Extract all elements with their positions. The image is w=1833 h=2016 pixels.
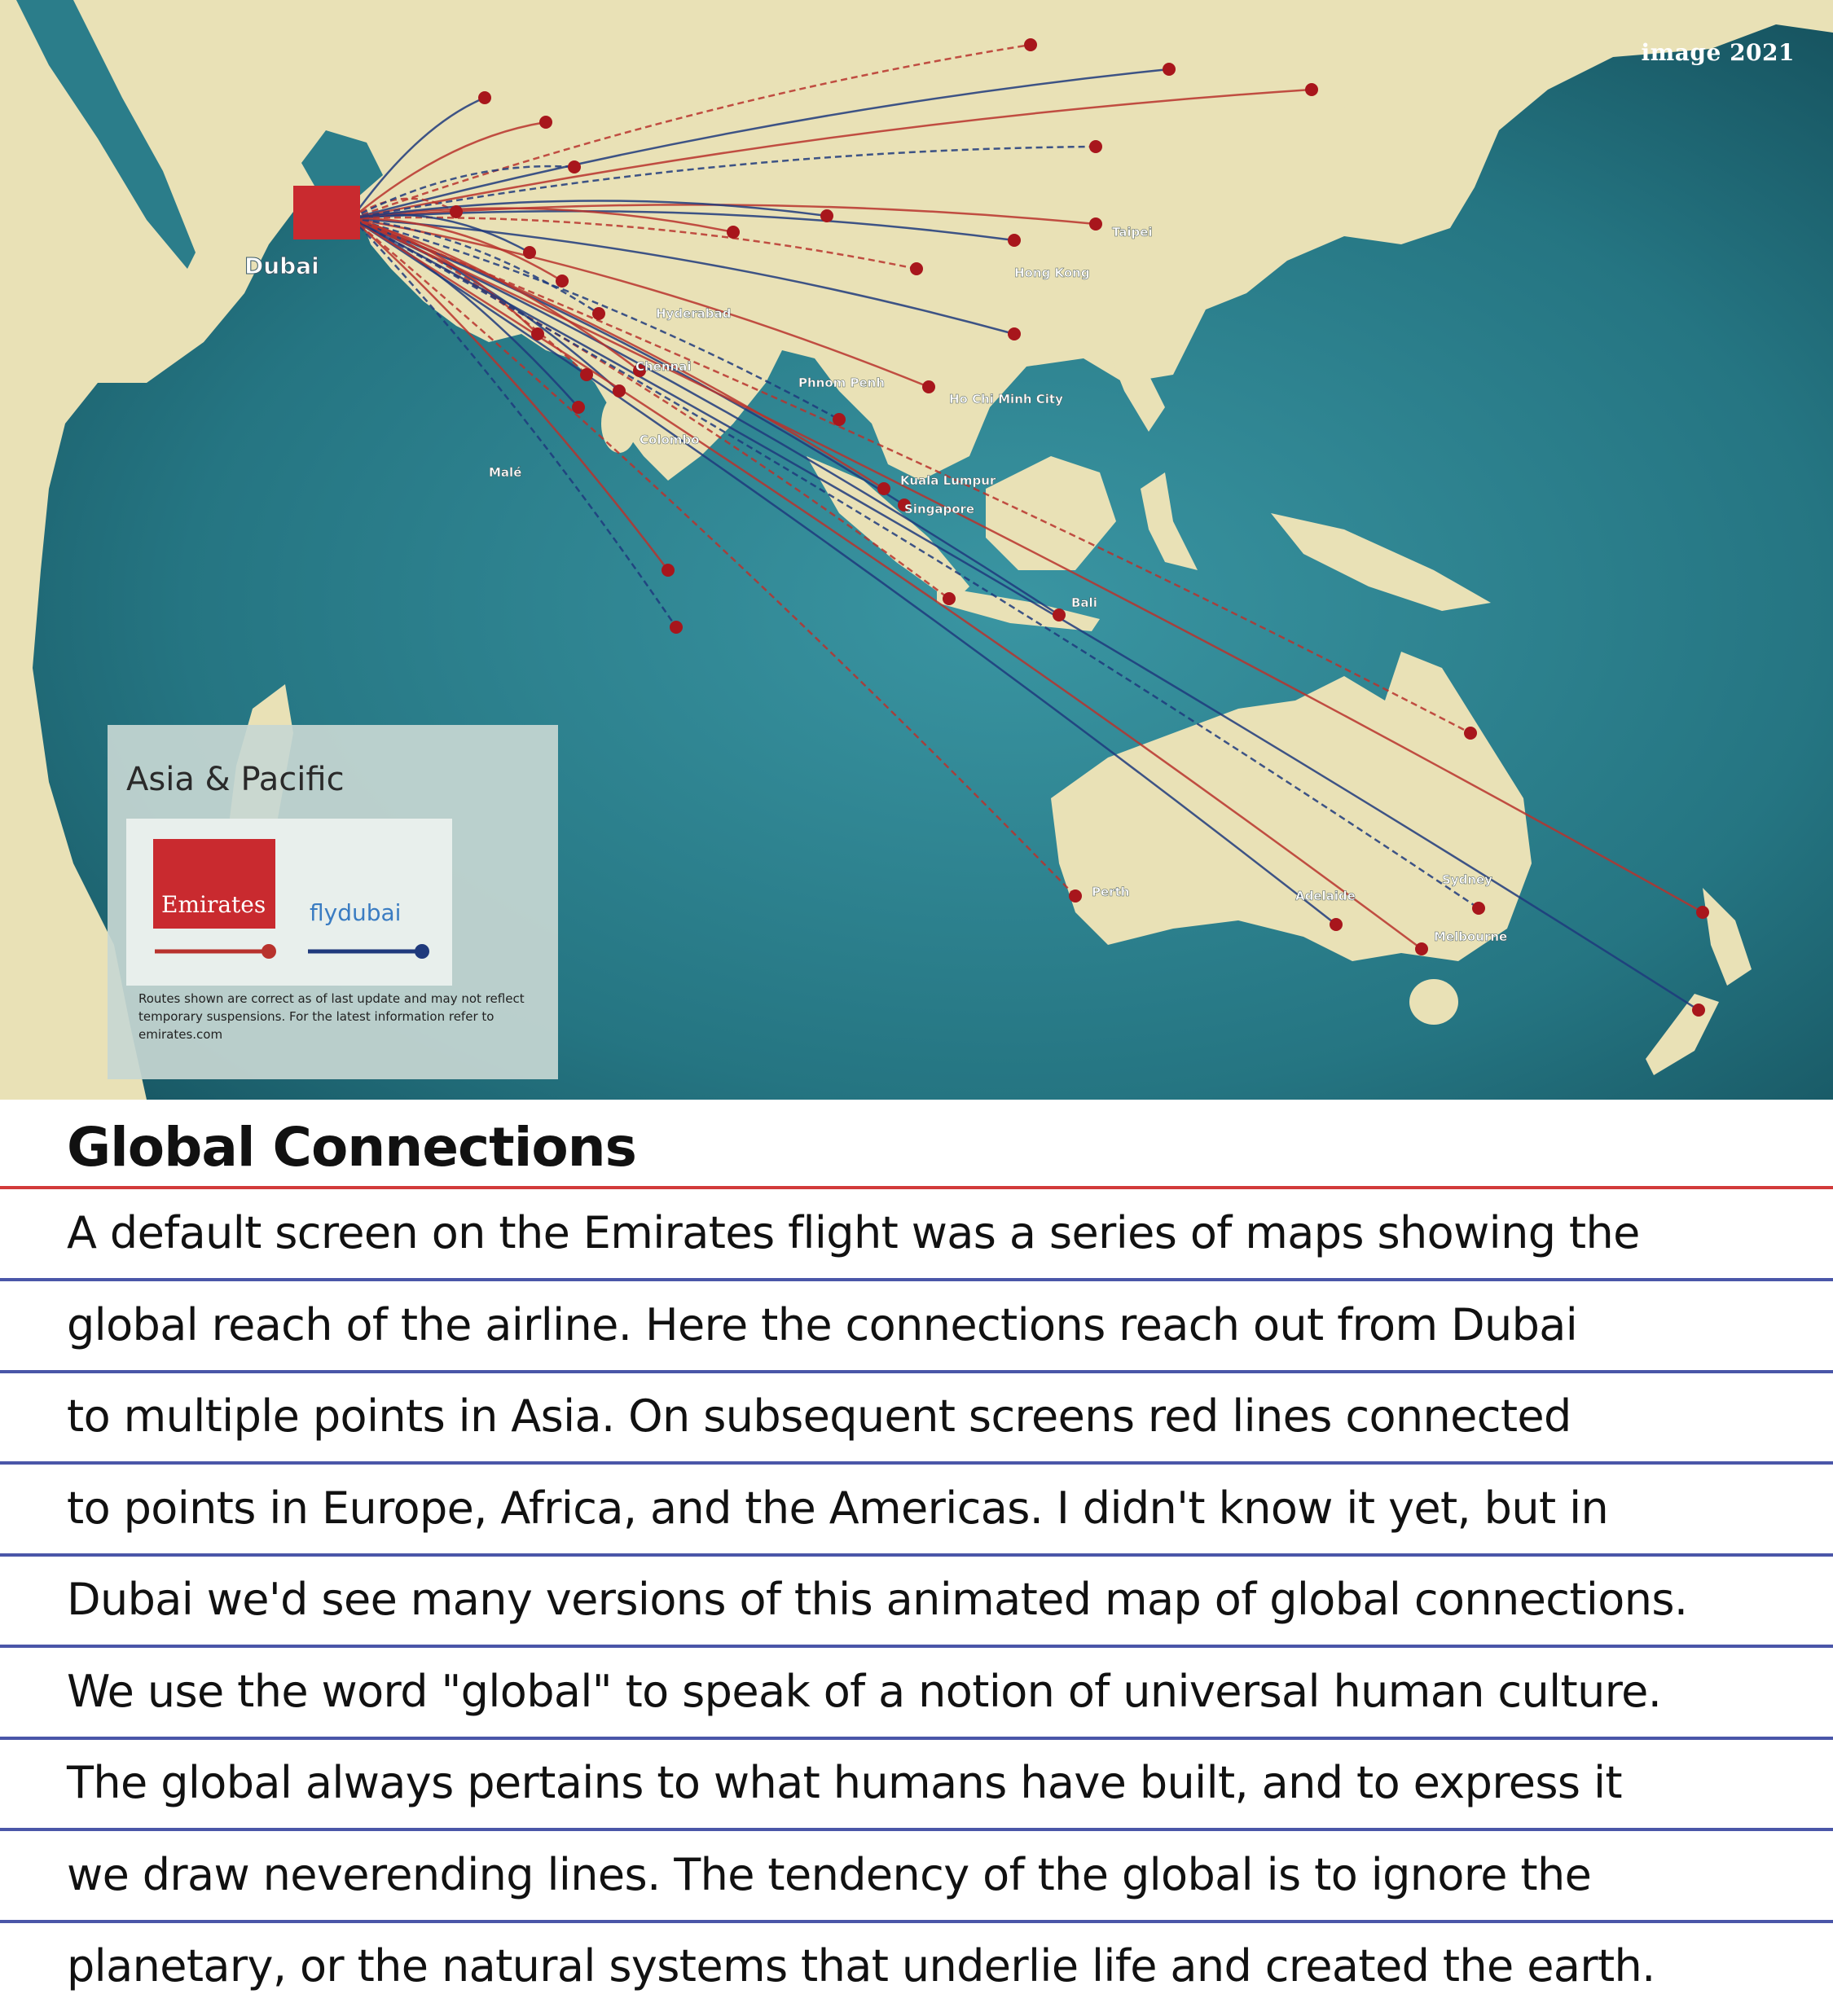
city-dot xyxy=(580,368,593,381)
city-dot xyxy=(523,246,536,259)
city-dot xyxy=(1008,234,1021,247)
city-dot xyxy=(1008,327,1021,340)
emirates-route-dot xyxy=(262,944,276,959)
dubai-hub-marker xyxy=(293,186,360,239)
city-dot xyxy=(613,384,626,397)
city-dot xyxy=(833,413,846,426)
ruled-line xyxy=(0,1370,1833,1373)
city-dot xyxy=(820,209,833,222)
city-dot xyxy=(478,91,491,104)
ruled-line xyxy=(0,1278,1833,1281)
city-dot xyxy=(592,307,605,320)
city-dot xyxy=(910,262,923,275)
city-dot xyxy=(1415,942,1428,955)
city-dot xyxy=(877,482,890,495)
ruled-line xyxy=(0,1828,1833,1831)
city-dot xyxy=(556,275,569,288)
city-label: Phnom Penh xyxy=(798,376,886,390)
paragraph-line: We use the word "global" to speak of a notion of universal human culture. xyxy=(67,1665,1662,1717)
city-dot xyxy=(670,621,683,634)
city-dot xyxy=(922,380,935,393)
paragraph xyxy=(67,1188,1818,2013)
paragraph-line: we draw neverending lines. The tendency of the global is to ignore the xyxy=(67,1848,1592,1900)
city-dot xyxy=(943,592,956,605)
city-dot xyxy=(450,205,463,218)
city-dot xyxy=(1163,63,1176,76)
city-dot xyxy=(531,327,544,340)
city-dot xyxy=(727,226,740,239)
city-label: Singapore xyxy=(904,502,975,516)
city-dot xyxy=(1696,906,1709,919)
ruled-line xyxy=(0,1553,1833,1557)
city-label: Chennai xyxy=(635,359,692,374)
city-dot xyxy=(539,116,552,129)
city-dot xyxy=(1464,727,1477,740)
legend-title: Asia & Pacific xyxy=(126,761,345,798)
city-label: Kuala Lumpur xyxy=(900,473,996,488)
tasmania xyxy=(1409,979,1458,1025)
city-dot xyxy=(1089,140,1102,153)
paragraph-line: global reach of the airline. Here the connections reach out from Dubai xyxy=(67,1298,1578,1351)
city-dot xyxy=(1472,902,1485,915)
city-dot xyxy=(568,160,581,173)
city-dot xyxy=(572,401,585,414)
city-label: Perth xyxy=(1092,885,1130,899)
city-dot xyxy=(1305,83,1318,96)
city-dot xyxy=(662,564,675,577)
paragraph-line: to multiple points in Asia. On subsequent screens red lines connected xyxy=(67,1390,1571,1442)
legend-note: Routes shown are correct as of last update and may not reflect temporary suspensions. For the latest information refer to emirates.com xyxy=(138,991,525,1042)
ruled-line xyxy=(0,1737,1833,1740)
city-label: Taipei xyxy=(1112,225,1153,239)
paragraph-line: Dubai we'd see many versions of this animated map of global connections. xyxy=(67,1574,1688,1625)
city-label: Adelaide xyxy=(1295,889,1356,903)
city-label: Hong Kong xyxy=(1014,266,1090,280)
dubai-label: Dubai xyxy=(244,253,319,279)
city-label: Melbourne xyxy=(1434,929,1508,944)
sri-lanka xyxy=(601,394,637,453)
page-title: Global Connections xyxy=(67,1116,636,1179)
ruled-line xyxy=(0,1461,1833,1465)
paragraph-line: planetary, or the natural systems that underlie life and created the earth. xyxy=(67,1940,1655,1992)
city-label: Hyderabad xyxy=(656,306,732,321)
city-label: Ho Chi Minh City xyxy=(949,392,1063,406)
ruled-line xyxy=(0,1920,1833,1923)
city-dot xyxy=(1089,217,1102,231)
city-dot xyxy=(1024,38,1037,51)
ruled-line xyxy=(0,1645,1833,1648)
legend-panel xyxy=(108,725,558,1079)
city-dot xyxy=(1069,889,1082,903)
city-label: Sydney xyxy=(1442,872,1492,887)
paragraph-line: The global always pertains to what humans have built, and to express it xyxy=(67,1757,1622,1808)
city-dot xyxy=(1330,918,1343,931)
paragraph-line: A default screen on the Emirates flight was a series of maps showing the xyxy=(67,1207,1640,1258)
image-credit: image 2021 xyxy=(1641,39,1795,66)
flydubai-route-dot xyxy=(415,944,429,959)
city-label: Bali xyxy=(1071,595,1097,610)
city-label: Malé xyxy=(489,465,522,480)
emirates-logo-text: Emirates xyxy=(161,891,266,918)
city-dot xyxy=(1692,1004,1705,1017)
paragraph-line: to points in Europe, Africa, and the Americas. I didn't know it yet, but in xyxy=(67,1482,1609,1534)
flydubai-logo-text: flydubai xyxy=(310,899,402,926)
city-label: Colombo xyxy=(640,433,700,447)
city-dot xyxy=(1053,608,1066,621)
